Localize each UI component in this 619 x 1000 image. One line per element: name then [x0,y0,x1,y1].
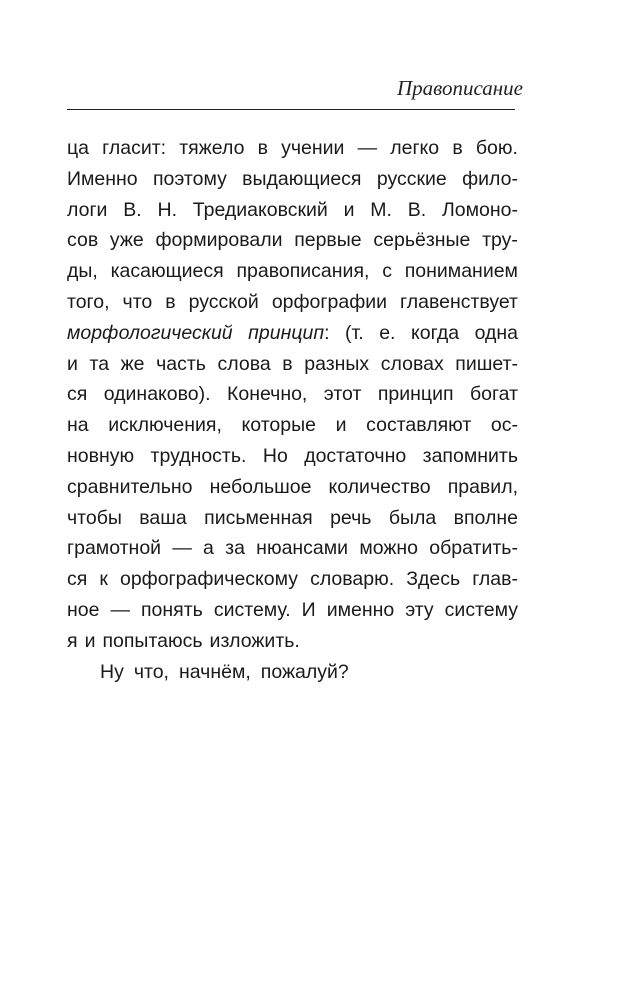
word: слова [217,352,271,375]
word: и [343,198,355,221]
word: небольшое [209,475,312,498]
word: первые [294,229,362,252]
word: грамотной [67,537,162,560]
word: логи [67,198,108,221]
word: в [257,137,268,159]
word: глав- [472,568,518,591]
word: ды, [67,260,98,283]
word: я [67,629,78,652]
word: Н. [157,198,177,221]
word: Тредиаковский [192,198,328,221]
word: пожалуй? [260,660,349,683]
word: Но [262,444,288,467]
word: — [172,537,192,560]
text-line [67,318,518,349]
word: когда [410,321,460,344]
word: с [382,260,392,283]
closing-line [67,657,518,688]
text-line [67,225,518,256]
word: ся [67,568,88,591]
word: в [452,137,463,159]
word: И [301,598,316,621]
word: бою. [475,137,518,159]
word: русской [188,290,259,313]
word: в [282,352,293,375]
word: разных [304,352,370,375]
word: запомнить [422,444,518,467]
word: ос- [490,414,518,437]
word: и [335,414,347,437]
word: систему [444,598,518,621]
word: понять [141,598,203,621]
text-line [67,164,518,195]
word: к [99,568,108,591]
text-line [67,133,518,164]
word: е. [379,321,396,344]
word: русские [376,167,447,190]
text-line [67,410,518,441]
word: гласит: [102,137,167,159]
word: и [67,352,78,375]
word: формировали [155,229,283,252]
word: можно [359,537,419,560]
word: — [110,598,130,621]
word: ца [67,137,90,159]
word: главенствует [400,290,518,313]
word: часть [156,352,206,375]
word: уже [109,229,144,252]
text-line [67,503,518,534]
word: нюансами [256,537,349,560]
word: словах [380,352,444,375]
header-rule [67,109,515,110]
word: орфографическому [119,568,299,591]
word: количество [328,475,431,498]
word: серьёзные [373,229,471,252]
word: Ну [100,660,124,683]
word: а [203,537,214,560]
word: достаточно [304,444,407,467]
word: ся [67,383,88,406]
word: Конечно, [226,383,308,406]
word: этот [323,383,362,406]
word: обратить- [429,537,518,560]
word: того, [67,290,110,313]
word: принцип: [248,321,330,344]
word: принцип [377,383,454,406]
word: именно [326,598,395,621]
word: изложить. [209,629,300,652]
word: речь [330,506,372,529]
word: В. [123,198,142,221]
text-line [67,564,518,595]
running-head-title: Правописание [396,76,523,100]
word: правописания, [236,260,370,283]
word: сравнительно [67,475,193,498]
word: вполне [453,506,518,529]
word: которые [241,414,316,437]
word: за [225,537,245,560]
word: ваша [139,506,187,529]
word: одна [474,321,518,344]
word: была [388,506,437,529]
text-line [67,287,518,318]
word: выдающиеся [242,167,362,190]
word: касающиеся [110,260,224,283]
word: начнём, [178,660,251,683]
text-line [67,379,518,410]
word: Ломоно- [441,198,518,221]
text-line [67,195,518,226]
word: на [67,414,89,437]
word: сов [67,229,99,252]
word: богат [469,383,518,406]
text-line [67,595,518,626]
word: учении [281,137,345,159]
body-text [67,133,518,687]
word: (т. [345,321,364,344]
word: и [84,629,96,652]
word: что [122,290,153,313]
word: легко [390,137,440,159]
word: В. [407,198,427,221]
word: Именно [67,167,138,190]
text-line [67,533,518,564]
text-line [67,441,518,472]
word: М. [370,198,392,221]
word: новную [67,444,135,467]
word: пишет- [455,352,518,375]
word: — [357,137,378,159]
word: систему. [213,598,291,621]
word: чтобы [67,506,122,529]
word: Здесь [406,568,461,591]
word: пониманием [404,260,518,283]
word: орфографии [271,290,388,313]
word: попытаюсь [102,629,203,652]
word: эту [405,598,434,621]
word: правил, [447,475,518,498]
text-line [67,349,518,380]
word: морфологический [67,321,233,344]
text-line-last [67,626,518,657]
word: исключения, [108,414,222,437]
word: трудность. [150,444,247,467]
word: составляют [366,414,472,437]
word: же [120,352,145,375]
text-line [67,472,518,503]
word: в [165,290,176,313]
word: тру- [482,229,518,252]
word: словарю. [310,568,395,591]
word: тяжело [179,137,245,159]
word: что, [133,660,169,683]
word: фило- [462,167,518,190]
word: письменная [204,506,313,529]
text-line [67,256,518,287]
word: одинаково). [103,383,211,406]
word: поэтому [152,167,227,190]
word: ное [67,598,100,621]
word: та [89,352,110,375]
